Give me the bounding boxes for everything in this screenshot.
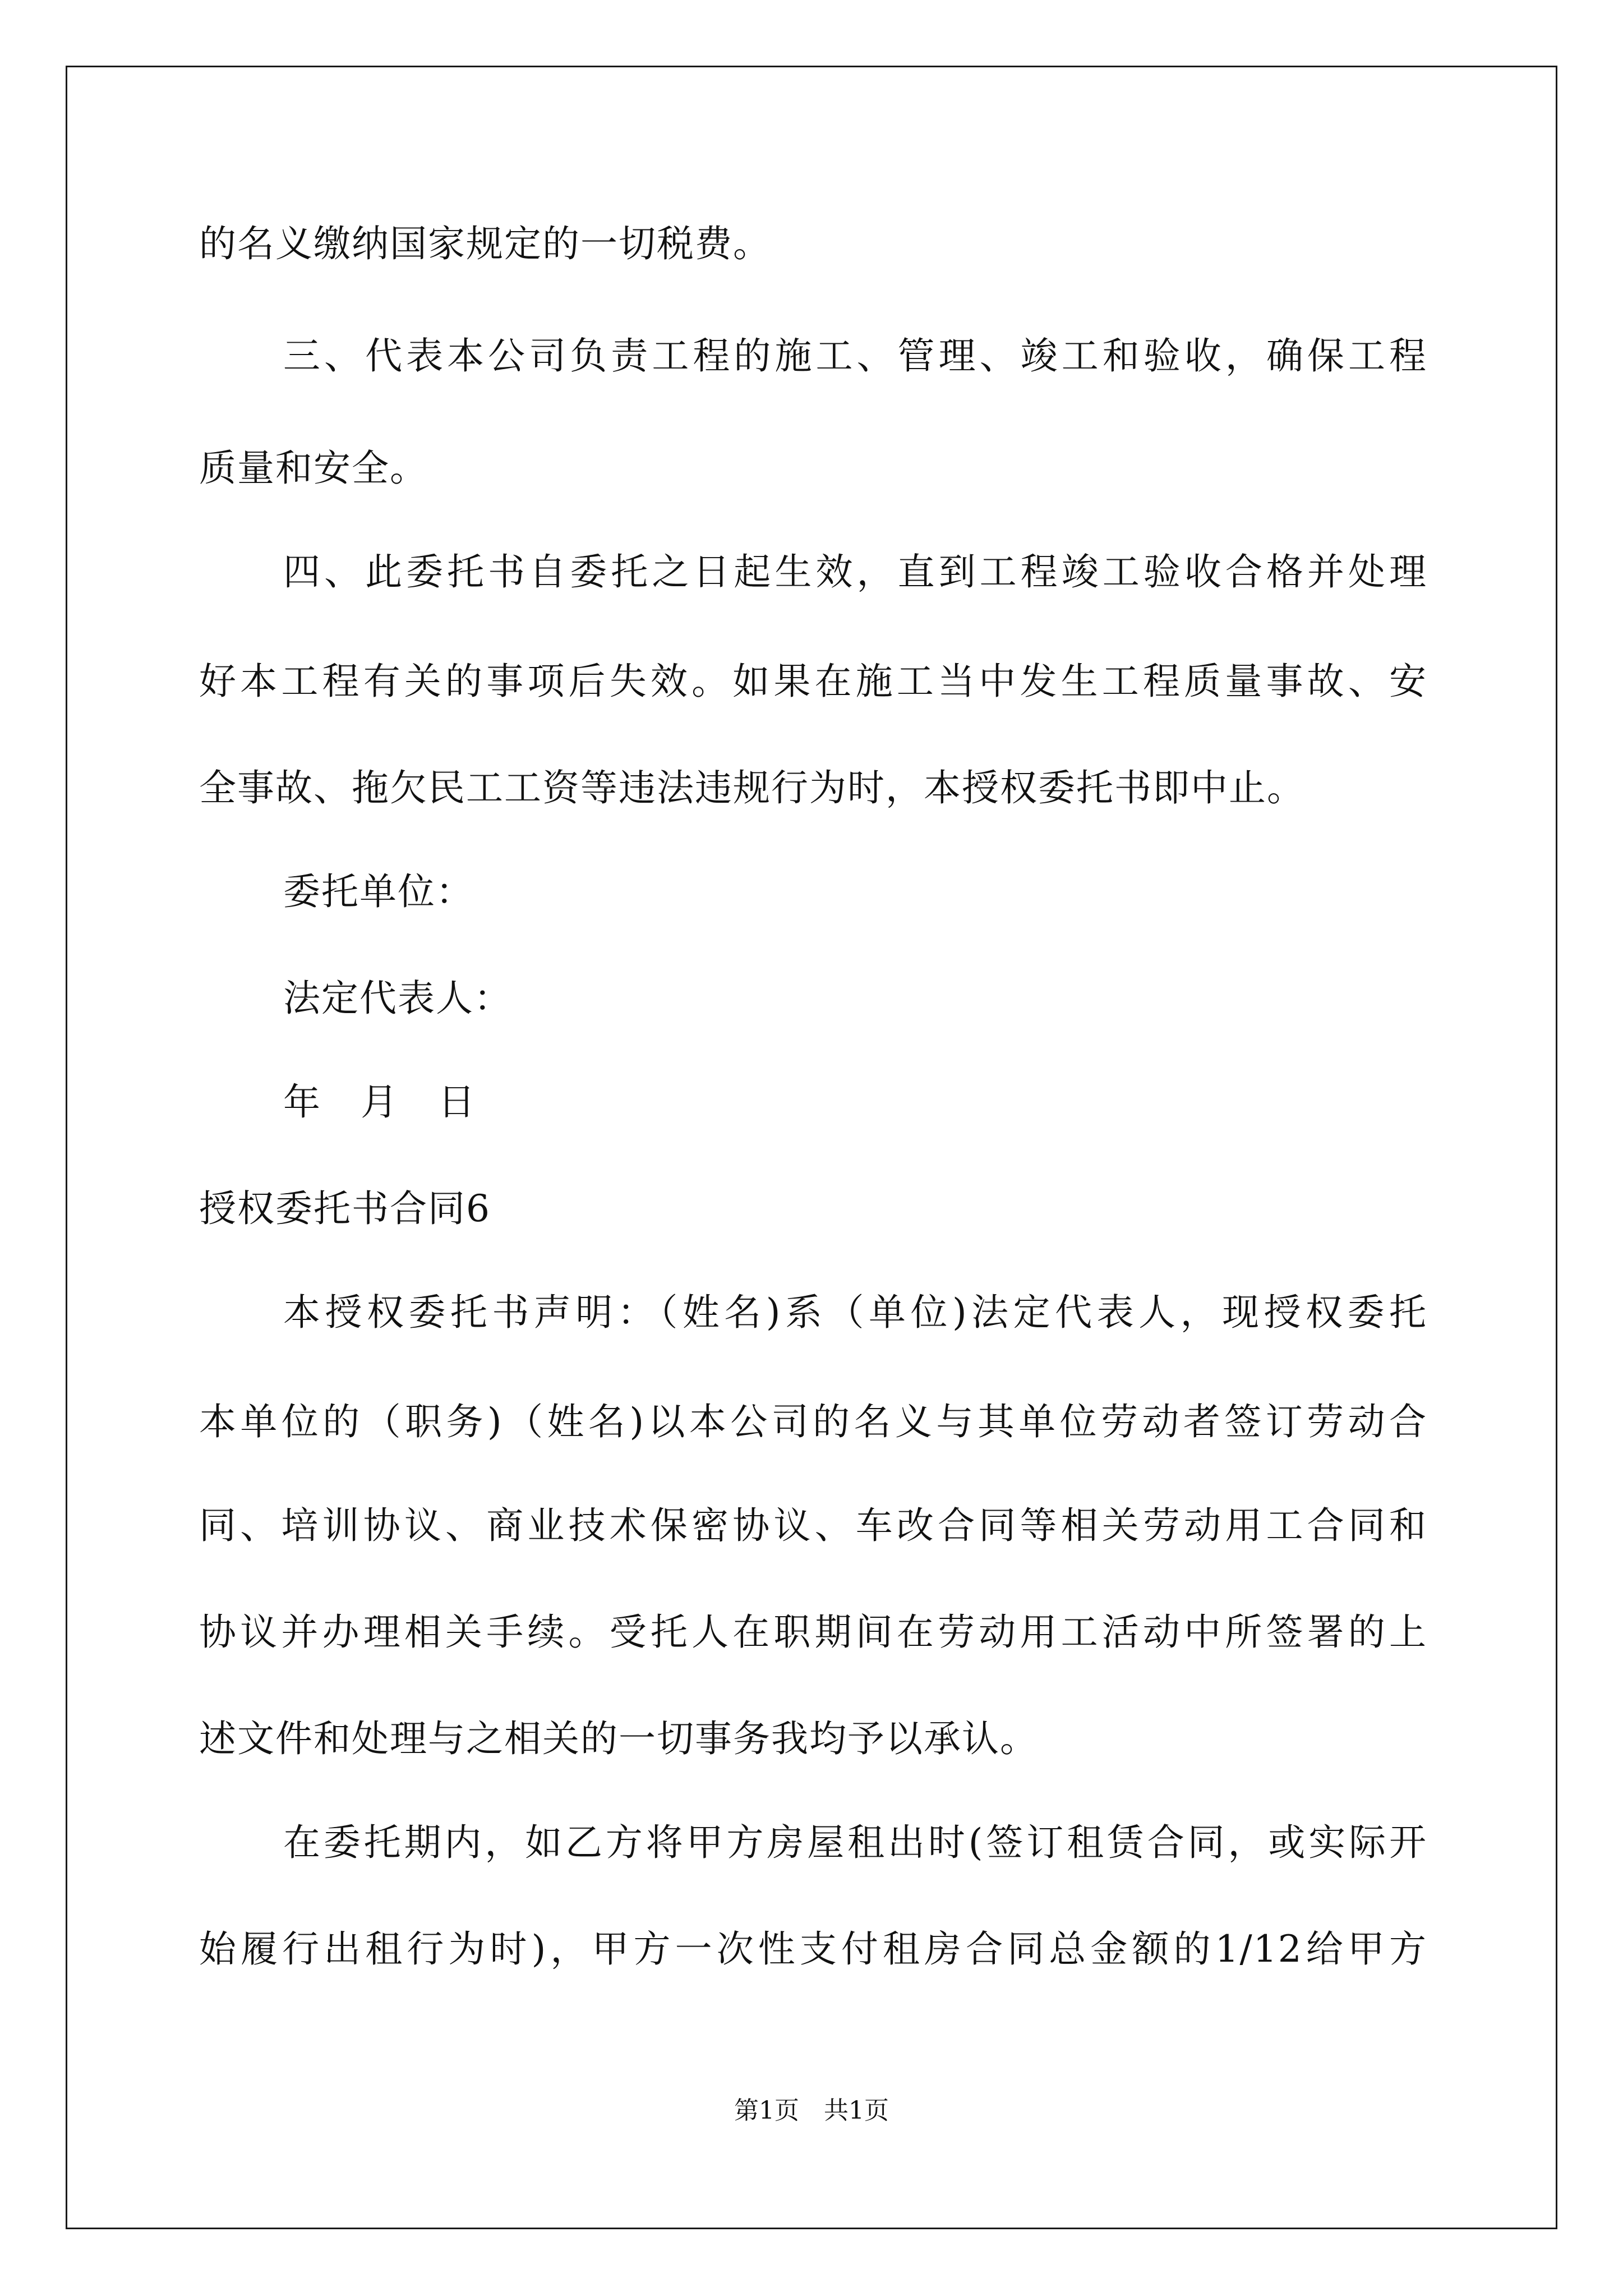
- date-month: 月: [361, 1080, 399, 1124]
- text-line-2: 三、代表本公司负责工程的施工、管理、竣工和验收，确保工程: [283, 334, 1427, 378]
- text-line-9: 本授权委托书声明：（姓名)系（单位)法定代表人，现授权委托: [283, 1291, 1427, 1334]
- text-line-11: 同、培训协议、商业技术保密协议、车改合同等相关劳动用工合同和: [199, 1504, 1427, 1547]
- legal-representative-label: 法定代表人：: [283, 977, 512, 1020]
- text-line-13: 述文件和处理与之相关的一切事务我均予以承认。: [199, 1717, 1038, 1760]
- text-line-15: 始履行出租行为时)，甲方一次性支付租房合同总金额的1/12给甲方: [199, 1927, 1427, 1971]
- entrusting-unit-label: 委托单位：: [283, 870, 474, 913]
- text-line-4: 四、此委托书自委托之日起生效，直到工程竣工验收合格并处理: [283, 550, 1427, 593]
- text-line-3: 质量和安全。: [199, 447, 428, 490]
- text-line-6: 全事故、拖欠民工工资等违法违规行为时，本授权委托书即中止。: [199, 766, 1305, 809]
- date-year: 年: [283, 1080, 321, 1124]
- page-footer: 第1页 共1页: [734, 2096, 889, 2125]
- text-line-1: 的名义缴纳国家规定的一切税费。: [199, 222, 771, 265]
- date-line: [283, 1080, 476, 1125]
- text-line-14: 在委托期内，如乙方将甲方房屋租出时(签订租赁合同，或实际开: [283, 1821, 1427, 1864]
- section-heading: 授权委托书合同6: [199, 1187, 491, 1230]
- text-line-10: 本单位的（职务)（姓名)以本公司的名义与其单位劳动者签订劳动合: [199, 1400, 1427, 1443]
- text-line-5: 好本工程有关的事项后失效。如果在施工当中发生工程质量事故、安: [199, 660, 1427, 703]
- date-day: 日: [438, 1080, 476, 1124]
- page-border: [66, 66, 1557, 2229]
- text-line-12: 协议并办理相关手续。受托人在职期间在劳动用工活动中所签署的上: [199, 1611, 1427, 1654]
